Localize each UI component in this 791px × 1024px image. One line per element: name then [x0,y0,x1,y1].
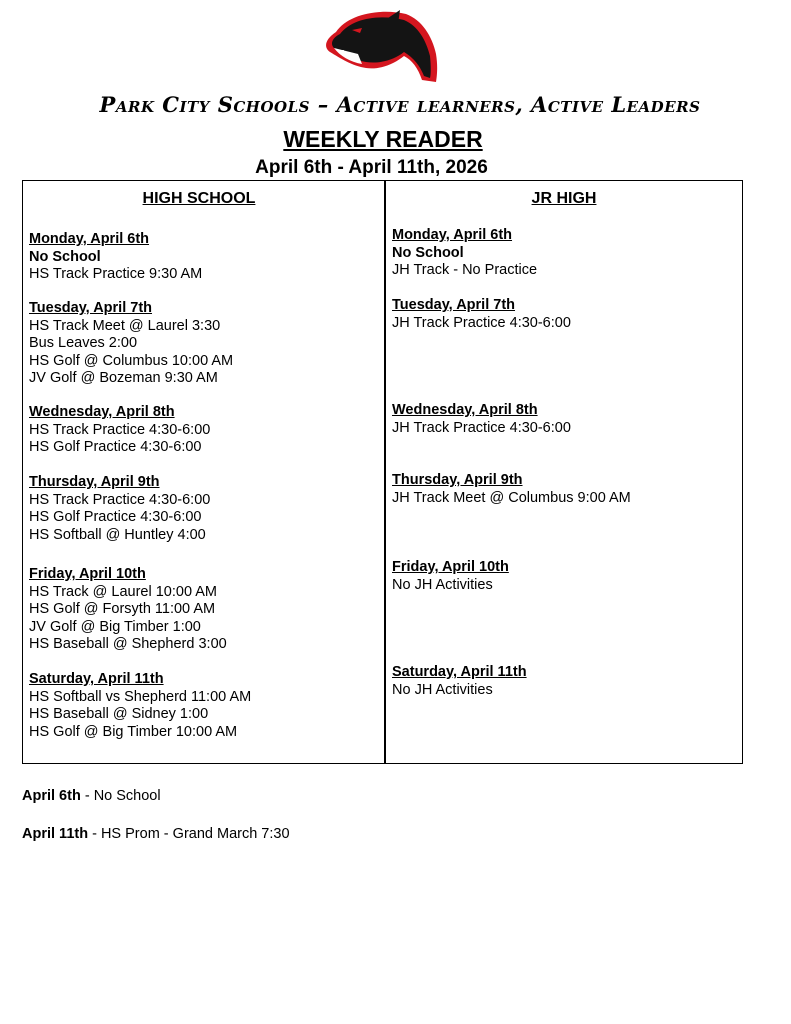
event-item: Bus Leaves 2:00 [29,335,138,351]
hs-day-tuesday [29,300,233,388]
day-heading: Tuesday, April 7th [29,300,153,316]
event-item: HS Track @ Laurel 10:00 AM [29,583,217,600]
event-item: HS Golf Practice 4:30-6:00 [29,509,202,525]
event-item: HS Golf @ Big Timber 10:00 AM [29,723,238,740]
jr-high-heading: JR HIGH [531,190,597,207]
event-item: HS Softball vs Shepherd 11:00 AM [29,688,252,705]
day-heading: Saturday, April 11th [392,664,527,680]
event-item: HS Track Practice 4:30-6:00 [29,421,211,438]
note-label: April 6th [22,788,81,804]
page-title: WEEKLY READER [283,126,483,152]
hs-day-monday [29,231,202,284]
day-heading: Monday, April 6th [29,231,150,247]
jh-day-saturday [392,664,527,699]
hs-day-wednesday [29,404,210,457]
schedule-table [22,180,743,764]
jh-day-friday [392,559,509,594]
note-text: - HS Prom - Grand March 7:30 [88,826,290,842]
date-range: April 6th - April 11th, 2026 [255,157,488,178]
day-heading: Wednesday, April 8th [29,404,175,420]
event-item: HS Golf @ Columbus 10:00 AM [29,352,234,369]
event-item: JV Golf @ Big Timber 1:00 [29,618,201,635]
event-item: HS Track Practice 9:30 AM [29,266,203,282]
day-heading: Saturday, April 11th [29,671,164,687]
school-tagline: Park City Schools – Active learners, Active Leaders [99,92,701,117]
hs-day-friday [29,566,227,654]
event-item: JH Track Practice 4:30-6:00 [392,314,571,331]
note-text: - No School [80,788,161,804]
event-item: HS Baseball @ Shepherd 3:00 [29,636,227,652]
no-school-label: No School [392,244,464,261]
jh-day-wednesday [392,402,571,437]
hs-day-saturday [29,671,251,741]
column-divider [384,181,386,763]
day-heading: Thursday, April 9th [29,474,160,490]
jh-day-thursday [392,472,631,507]
event-item: HS Track Meet @ Laurel 3:30 [29,317,221,334]
event-item: HS Golf @ Forsyth 11:00 AM [29,601,216,617]
note-april-6 [22,788,161,804]
high-school-heading: HIGH SCHOOL [142,190,256,207]
day-heading: Thursday, April 9th [392,472,523,488]
day-heading: Friday, April 10th [392,559,509,575]
event-item: HS Baseball @ Sidney 1:00 [29,706,209,722]
event-item: JH Track - No Practice [392,262,538,278]
event-item: JH Track Practice 4:30-6:00 [392,419,571,436]
panther-logo [318,8,440,84]
day-heading: Tuesday, April 7th [392,297,516,313]
event-item: HS Track Practice 4:30-6:00 [29,491,211,508]
event-item: JV Golf @ Bozeman 9:30 AM [29,370,218,386]
event-item: HS Golf Practice 4:30-6:00 [29,439,202,455]
day-heading: Wednesday, April 8th [392,402,538,418]
event-item: HS Softball @ Huntley 4:00 [29,526,206,543]
event-item: No JH Activities [392,576,493,593]
note-april-11 [22,826,290,842]
jh-day-tuesday [392,297,571,332]
no-school-label: No School [29,248,101,265]
day-heading: Friday, April 10th [29,566,146,582]
hs-day-thursday [29,474,210,544]
jh-day-monday [392,227,537,280]
event-item: JH Track Meet @ Columbus 9:00 AM [392,489,631,506]
day-heading: Monday, April 6th [392,227,513,243]
note-label: April 11th [22,826,89,842]
event-item: No JH Activities [392,681,493,698]
